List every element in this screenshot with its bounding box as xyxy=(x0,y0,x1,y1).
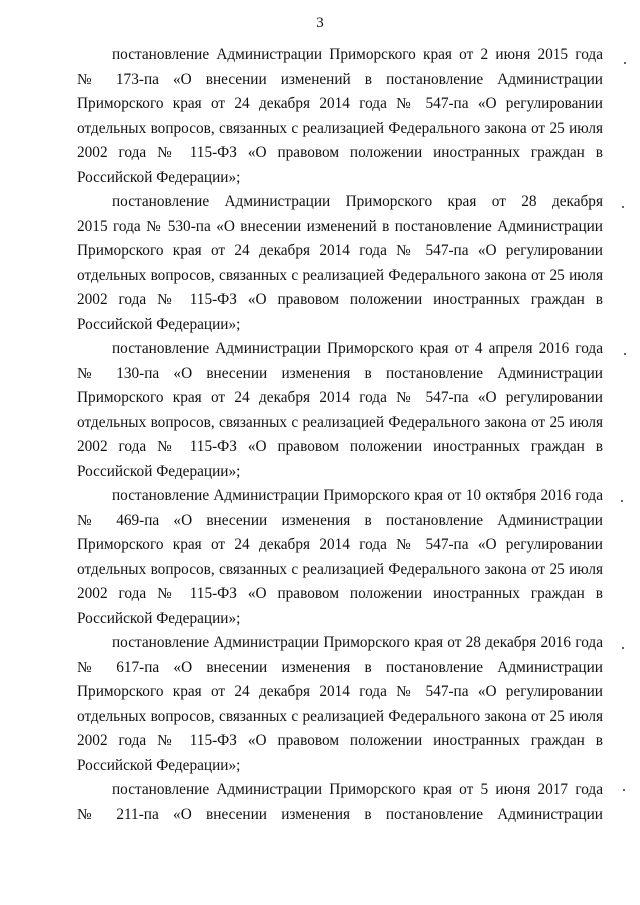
text-line: № 211-па «О внесении изменения в постановление Администрации xyxy=(77,805,603,823)
text-line: 2002 года № 115-ФЗ «О правовом положении иностранных граждан в xyxy=(77,291,603,308)
text-line: 2002 года № 115-ФЗ «О правовом положении иностранных граждан в xyxy=(77,585,603,602)
text-line: Российской Федерации»; xyxy=(77,756,241,774)
scan-mark xyxy=(622,206,624,208)
text-line: № 617-па «О внесении изменения в постановление Администрации xyxy=(77,658,603,676)
text-line: постановление Администрации Приморского края от 2 июня 2015 года xyxy=(112,46,603,63)
text-line: 2002 года № 115-ФЗ «О правовом положении иностранных граждан в xyxy=(77,438,603,455)
text-line: 2002 года № 115-ФЗ «О правовом положении иностранных граждан в xyxy=(77,144,603,161)
text-line: № 173-па «О внесении изменений в постановление Администрации xyxy=(77,70,603,88)
text-line: постановление Администрации Приморского края от 5 июня 2017 года xyxy=(112,781,603,798)
document-body xyxy=(77,43,603,827)
text-line: отдельных вопросов, связанных с реализацией Федерального закона от 25 июля xyxy=(77,560,603,578)
text-line: 2015 года № 530-па «О внесении изменений в постановление Администрации xyxy=(77,217,603,235)
page-number: 3 xyxy=(316,15,324,31)
text-line: Российской Федерации»; xyxy=(77,462,241,480)
scan-mark xyxy=(621,500,623,502)
paragraph xyxy=(77,337,603,484)
scan-mark xyxy=(622,647,624,649)
text-line: постановление Администрации Приморского края от 28 декабря xyxy=(112,193,603,210)
text-line: Приморского края от 24 декабря 2014 года № 547-па «О регулировании xyxy=(77,683,603,700)
text-line: Российской Федерации»; xyxy=(77,609,241,627)
text-line: постановление Администрации Приморского края от 10 октября 2016 года xyxy=(112,487,603,504)
text-line: отдельных вопросов, связанных с реализацией Федерального закона от 25 июля xyxy=(77,707,603,725)
scan-mark xyxy=(624,62,626,64)
paragraph xyxy=(77,631,603,778)
text-line: постановление Администрации Приморского края от 4 апреля 2016 года xyxy=(112,340,603,357)
text-line: № 130-па «О внесении изменения в постановление Администрации xyxy=(77,364,603,382)
text-line: постановление Администрации Приморского края от 28 декабря 2016 года xyxy=(112,634,603,651)
text-line: Российской Федерации»; xyxy=(77,168,241,186)
text-line: Приморского края от 24 декабря 2014 года № 547-па «О регулировании xyxy=(77,242,603,259)
text-line: Приморского края от 24 декабря 2014 года № 547-па «О регулировании xyxy=(77,389,603,406)
text-line: отдельных вопросов, связанных с реализацией Федерального закона от 25 июля xyxy=(77,413,603,431)
text-line: отдельных вопросов, связанных с реализацией Федерального закона от 25 июля xyxy=(77,266,603,284)
text-line: № 469-па «О внесении изменения в постановление Администрации xyxy=(77,511,603,529)
text-line: Российской Федерации»; xyxy=(77,315,241,333)
paragraph xyxy=(77,190,603,337)
scan-mark xyxy=(624,353,626,355)
scan-mark xyxy=(623,789,625,791)
paragraph xyxy=(77,778,603,827)
paragraph xyxy=(77,484,603,631)
paragraph xyxy=(77,43,603,190)
text-line: 2002 года № 115-ФЗ «О правовом положении иностранных граждан в xyxy=(77,732,603,749)
text-line: Приморского края от 24 декабря 2014 года № 547-па «О регулировании xyxy=(77,95,603,112)
text-line: отдельных вопросов, связанных с реализацией Федерального закона от 25 июля xyxy=(77,119,603,137)
text-line: Приморского края от 24 декабря 2014 года № 547-па «О регулировании xyxy=(77,536,603,553)
